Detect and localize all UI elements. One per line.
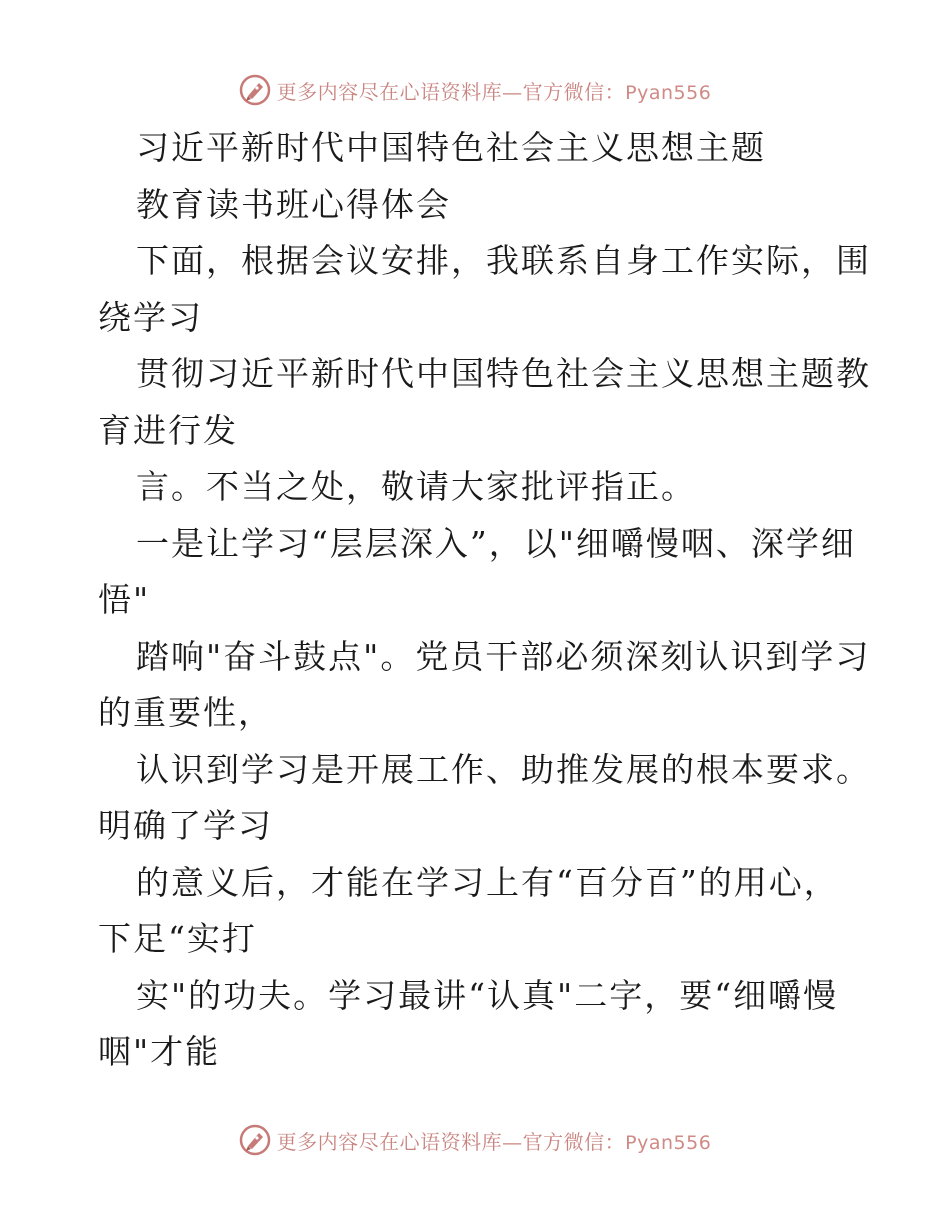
watermark-id: Pyan556 [625, 81, 712, 104]
paragraph-line: 言。不当之处，敬请大家批评指正。 [136, 467, 696, 506]
footer-watermark [0, 1120, 950, 1160]
paragraph-line: 认识到学习是开展工作、助推发展的根本要求。 [136, 749, 871, 789]
paragraph-line: 的重要性， [98, 693, 273, 732]
title-line-1: 习近平新时代中国特色社会主义思想主题 [136, 128, 766, 167]
paragraph-line: 下足“实打 [98, 919, 257, 958]
paragraph-line: 踏响"奋斗鼓点"。党员干部必须深刻认识到学习 [136, 636, 871, 676]
watermark-id: Pyan556 [625, 1131, 712, 1154]
paragraph-line: 的意义后，才能在学习上有“百分百”的用心， [136, 862, 839, 902]
paragraph-line: 明确了学习 [98, 806, 273, 845]
paragraph-line: 绕学习 [98, 297, 203, 337]
paragraph-line: 育进行发 [98, 410, 238, 450]
header-watermark [0, 70, 950, 110]
paragraph-line: 一是让学习“层层深入”，以"细嚼慢咽、深学细 [136, 523, 856, 563]
paragraph-line: 下面，根据会议安排，我联系自身工作实际，围 [136, 241, 871, 280]
pen-nib-logo-icon [239, 74, 271, 106]
paragraph-line: 贯彻习近平新时代中国特色社会主义思想主题教 [136, 354, 871, 393]
title-line-2: 教育读书班心得体会 [136, 184, 451, 224]
paragraph-line: 实"的功夫。学习最讲“认真"二字，要“细嚼慢 [136, 975, 839, 1015]
document-body [98, 120, 871, 1081]
pen-nib-logo-icon [239, 1124, 271, 1156]
paragraph-line: 咽"才能 [98, 1032, 221, 1071]
watermark-text: 更多内容尽在心语资料库—官方微信： [276, 1129, 626, 1154]
paragraph-line: 悟" [98, 580, 151, 619]
watermark-text: 更多内容尽在心语资料库—官方微信： [276, 79, 626, 104]
